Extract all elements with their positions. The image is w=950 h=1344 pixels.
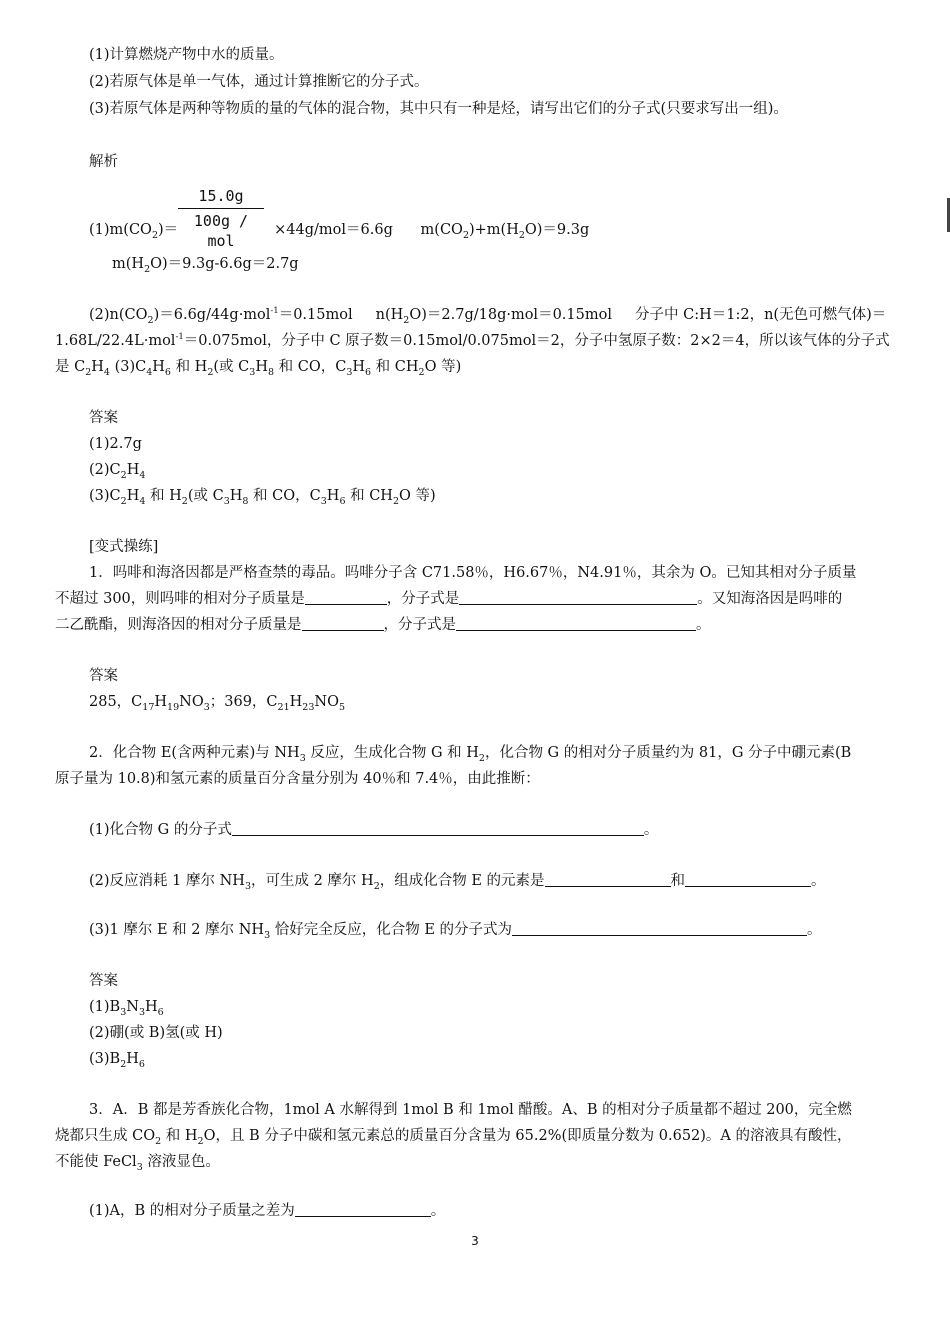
analysis-line-5: 是 $C_2H_4$ $(3)C_4H_6$ 和 $H_2$(或 $C_3H_8$ 和 CO，$C_3H_6$ 和 $CH_2O$ 等) <box>55 359 462 378</box>
page-number: 3 <box>471 1234 479 1248</box>
practice-1-answer: 285，$C_{17}H_{19}NO_3$；369，$C_{21}H_{23}NO_5$ <box>89 694 345 713</box>
practice-2-q3: (3)1 摩尔 E 和 2 摩尔 $NH_3$ 恰好完全反应，化合物 E 的分子式为 。 <box>89 922 822 941</box>
practice-2-line-1: 2．化合物 E(含两种元素)与 $NH_3$ 反应，生成化合物 G 和 $H_2$，化合物 G 的相对分子质量约为 81，G 分子中硼元素(B <box>89 745 852 764</box>
analysis-line-4: 1.68L/22.4L·mol$^{-1}$＝0.075mol，分子中 C 原子数＝0.15mol/0.075mol＝2，分子中氢原子数：2×2＝4，所以该气体的分子式 <box>55 332 890 349</box>
answer-3: $(3)C_2H_4$ 和 $H_2$(或 $C_3H_8$ 和 CO，$C_3H_6$ 和 $CH_2O$ 等) <box>89 488 436 507</box>
answer-blank[interactable] <box>232 821 644 836</box>
practice-2-q1: (1)化合物 G 的分子式 。 <box>89 822 659 838</box>
practice-heading: [变式操练] <box>89 539 159 555</box>
practice-3-q1 <box>89 1202 445 1220</box>
analysis-line-3: $(2)n(CO_2)=6.6g/44g\cdot mol^{-1}=0.15mol$ $n(H_2O)=2.7g/18g\cdot mol=0.15mol$ 分子中 C:H＝1:2，n(无色可燃气体)＝ <box>89 306 887 326</box>
fraction-denominator: 100g / mol <box>193 212 249 250</box>
text-segment: 二乙酰酯，则海洛因的相对分子质量是 <box>55 617 302 633</box>
text-segment: 。又知海洛因是吗啡的 <box>697 591 843 607</box>
question-2: (2)若原气体是单一气体，通过计算推断它的分子式。 <box>89 74 429 90</box>
answer-heading: 答案 <box>89 410 118 426</box>
answer-blank[interactable] <box>305 590 387 605</box>
practice-2-answer-1: $(1)B_3N_3H_6$ <box>89 999 164 1018</box>
answer-blank[interactable] <box>456 616 696 631</box>
text-segment: ，分子式是 <box>383 617 456 633</box>
analysis-line-1: $(1)m(CO_2)= \times 44g/mol=6.6g$ $m(CO_2)+m(H_2O)=9.3g$ <box>89 222 590 241</box>
practice-2-answer-3: $(3)B_2H_6$ <box>89 1051 145 1070</box>
answer-blank[interactable] <box>512 921 807 936</box>
practice-1-answer-heading: 答案 <box>89 668 118 684</box>
practice-2-answer-2: (2)硼(或 B)氢(或 H) <box>89 1025 223 1041</box>
question-1: (1)计算燃烧产物中水的质量。 <box>89 47 284 63</box>
practice-2-line-2: 原子量为 10.8)和氢元素的质量百分含量分别为 40％和 7.4％，由此推断： <box>55 771 540 787</box>
practice-1-line-3 <box>55 616 711 634</box>
practice-1-line-2 <box>55 590 842 608</box>
answer-2: $(2)C_2H_4$ <box>89 462 146 481</box>
practice-2-q2: (2)反应消耗 1 摩尔 $NH_3$，可生成 2 摩尔 $H_2$，组成化合物 E 的元素是 和 。 <box>89 873 826 892</box>
practice-2-answer-heading: 答案 <box>89 973 118 989</box>
answer-blank[interactable] <box>302 616 384 631</box>
text-segment: 。 <box>430 1203 446 1219</box>
analysis-heading: 解析 <box>89 154 118 170</box>
practice-3-line-2: 烧都只生成 $CO_2$ 和 $H_2O$，且 B 分子中碳和氢元素总的质量百分含量为 65.2%(即质量分数为 0.652)。A 的溶液具有酸性， <box>55 1128 852 1147</box>
question-3: (3)若原气体是两种等物质的量的气体的混合物，其中只有一种是烃，请写出它们的分子式(只要求写出一组)。 <box>89 101 788 117</box>
text-segment: 。 <box>696 617 711 633</box>
answer-blank[interactable] <box>295 1202 431 1217</box>
fraction-numerator: 15.0g <box>178 186 264 209</box>
text-segment: (1)A，B 的相对分子质量之差为 <box>89 1203 295 1219</box>
practice-3-line-3: 不能使 FeCl$_3$ 溶液显色。 <box>55 1154 220 1173</box>
text-segment: ，分子式是 <box>386 591 460 607</box>
analysis-line-2: $m(H_2O)=9.3g-6.6g=2.7g$ <box>112 256 299 275</box>
text-segment: 不超过 300，则吗啡的相对分子质量是 <box>55 591 305 607</box>
answer-1: (1)2.7g <box>89 436 142 452</box>
answer-blank[interactable] <box>459 590 697 605</box>
answer-blank[interactable] <box>685 872 811 887</box>
practice-3-line-1: 3．A．B 都是芳香族化合物，1mol A 水解得到 1mol B 和 1mol 醋酸。A、B 的相对分子质量都不超过 200，完全燃 <box>89 1102 852 1118</box>
answer-blank[interactable] <box>545 872 671 887</box>
practice-1-line-1: 1．吗啡和海洛因都是严格查禁的毒品。吗啡分子含 C71.58％，H6.67％，N4.91％，其余为 O。已知其相对分子质量 <box>89 565 857 581</box>
mass-fraction <box>178 186 264 251</box>
